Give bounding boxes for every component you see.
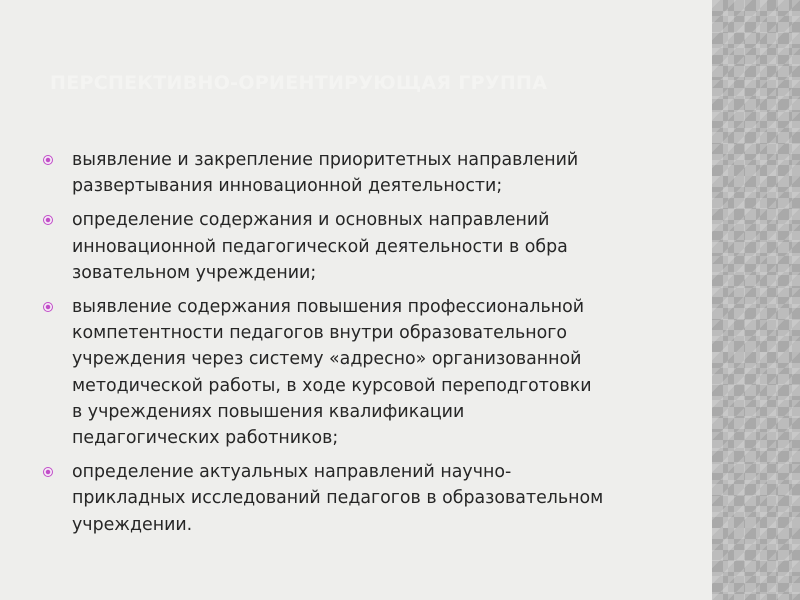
- bullet-circle-icon: [43, 302, 53, 312]
- bullet-item: [40, 459, 680, 538]
- bullet-text: выявление содержания повышения профессиональной компетентности педагогов внутри образовательного учреждения через систему «адресно» организованной методической работы, в ходе курсовой переподготовки в учреждениях повышения квалификации педагогических работников;: [72, 297, 592, 449]
- bullet-text: выявление и закрепление приоритетных направлений развертывания инновационной деятельности;: [72, 150, 579, 197]
- bullet-text: определение содержания и основных направлений инновационной педагогической деятельности в обра зовательном учреждении;: [72, 210, 568, 283]
- bullet-circle-icon: [43, 215, 53, 225]
- bullet-circle-icon: [43, 155, 53, 165]
- bullet-circle-icon: [43, 467, 53, 477]
- decorative-side-band: [712, 0, 800, 600]
- bullet-item: [40, 207, 680, 286]
- bullet-item: [40, 147, 680, 199]
- bullet-list: [40, 147, 680, 546]
- slide-title: ПЕРСПЕКТИВНО-ОРИЕНТИРУЮЩАЯ ГРУППА: [50, 72, 548, 94]
- bullet-text: определение актуальных направлений научно- прикладных исследований педагогов в образовательном учреждении.: [72, 462, 604, 535]
- bullet-item: [40, 294, 680, 451]
